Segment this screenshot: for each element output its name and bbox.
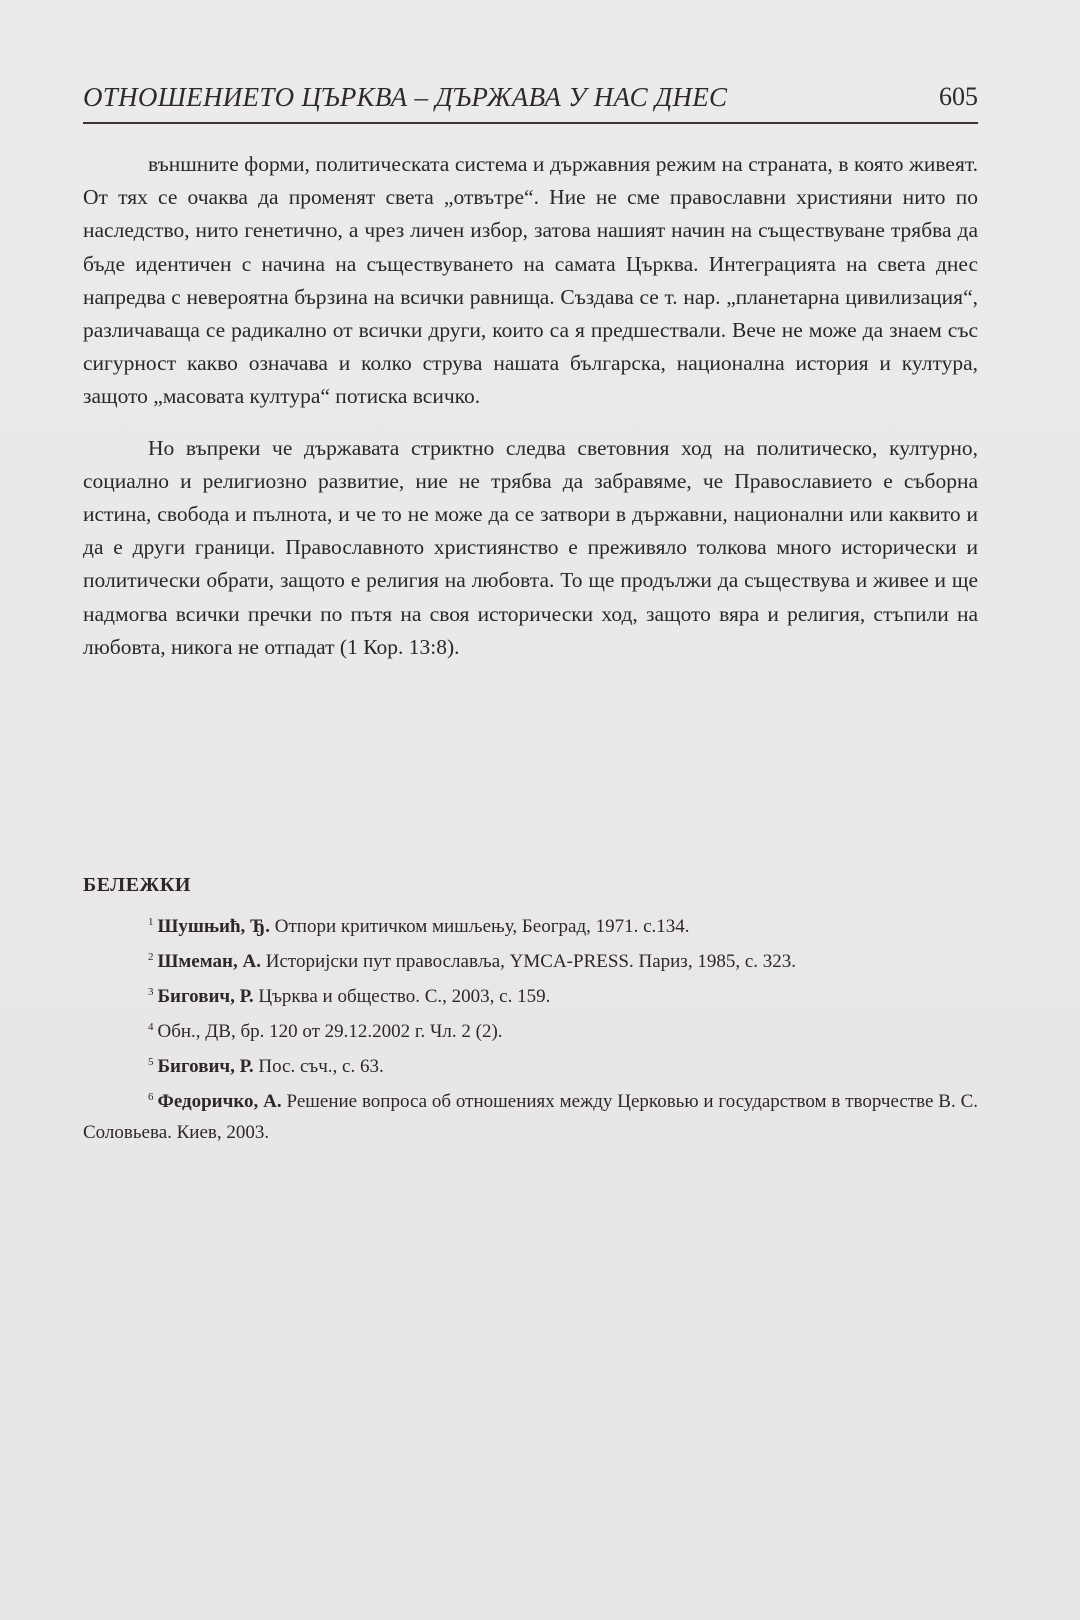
footnote	[83, 1047, 978, 1082]
footnote-text: Църква и общество. С., 2003, с. 159.	[253, 986, 551, 1007]
main-text	[83, 148, 978, 664]
footnote-author: Бигович, Р.	[157, 986, 254, 1007]
running-title: ОТНОШЕНИЕТО ЦЪРКВА – ДЪРЖАВА У НАС ДНЕС	[83, 82, 728, 112]
footnote-number: 6	[148, 1091, 154, 1103]
footnote	[83, 907, 978, 942]
page-number: 605	[939, 82, 978, 111]
footnote-number: 4	[148, 1021, 154, 1033]
paragraph: външните форми, политическата система и държавния режим на страната, в която живеят. От тях се очаква да променят света „отвътре“. Ние не сме православни християни нито по наследство, нито генетично, а чрез личен избор, затова нашият начин на съществуване трябва да бъде идентичен с начина на съществуването на самата Църква. Интеграцията на света днес напредва с невероятна бързина на всички равнища. Създава се т. нар. „планетарна цивилизация“, различаваща се радикално от всички други, които са я предшествали. Вече не може да знаем със сигурност какво означава и колко струва нашата българска, национална история и култура, защото „масовата култура“ потиска всичко.	[83, 152, 978, 409]
footnote-author: Бигович, Р.	[157, 1056, 254, 1077]
footnote	[83, 1082, 978, 1148]
paragraph: Но въпреки че държавата стриктно следва световния ход на политическо, културно, социално и религиозно развитие, ние не трябва да забравяме, че Православието е съборна истина, свобода и пълнота, и че то не може да се затвори в държавни, национални или каквито и да е други граници. Православното християнство е преживяло толкова много исторически и политически обрати, защото е религия на любовта. То ще продължи да съществува и живее и ще надмогва всички пречки по пътя на своя исторически ход, защото вяра и религия, стъпили на любовта, никога не отпадат (1 Кор. 13:8).	[83, 435, 978, 659]
footnote-text: Пос. съч., с. 63.	[253, 1056, 384, 1077]
footnote	[83, 942, 978, 977]
footnote	[83, 1012, 978, 1047]
footnote-text: Решение вопроса об отношениях между Церковью и государством в творчестве В. С. Соловьева. Киев, 2003.	[83, 1091, 978, 1143]
footnote-author: Шмеман, А.	[157, 951, 261, 972]
footnote-author: Шушњић, Ђ.	[157, 916, 271, 937]
notes-section	[83, 870, 978, 1148]
footnote-text: Обн., ДВ, бр. 120 от 29.12.2002 г. Чл. 2 (2).	[157, 1021, 503, 1042]
footnote-number: 5	[148, 1056, 154, 1068]
footnote-number: 2	[148, 951, 154, 963]
footnote-number: 3	[148, 986, 154, 998]
running-header	[83, 78, 978, 124]
footnote-number: 1	[148, 916, 154, 928]
footnote-author: Федоричко, А.	[157, 1091, 282, 1112]
footnote	[83, 977, 978, 1012]
notes-heading: БЕЛЕЖКИ	[83, 874, 191, 896]
footnote-text: Отпори критичком мишљењу, Београд, 1971. с.134.	[270, 916, 690, 937]
footnote-text: Историјски пут православља, YMCA-PRESS. Париз, 1985, с. 323.	[260, 951, 796, 972]
